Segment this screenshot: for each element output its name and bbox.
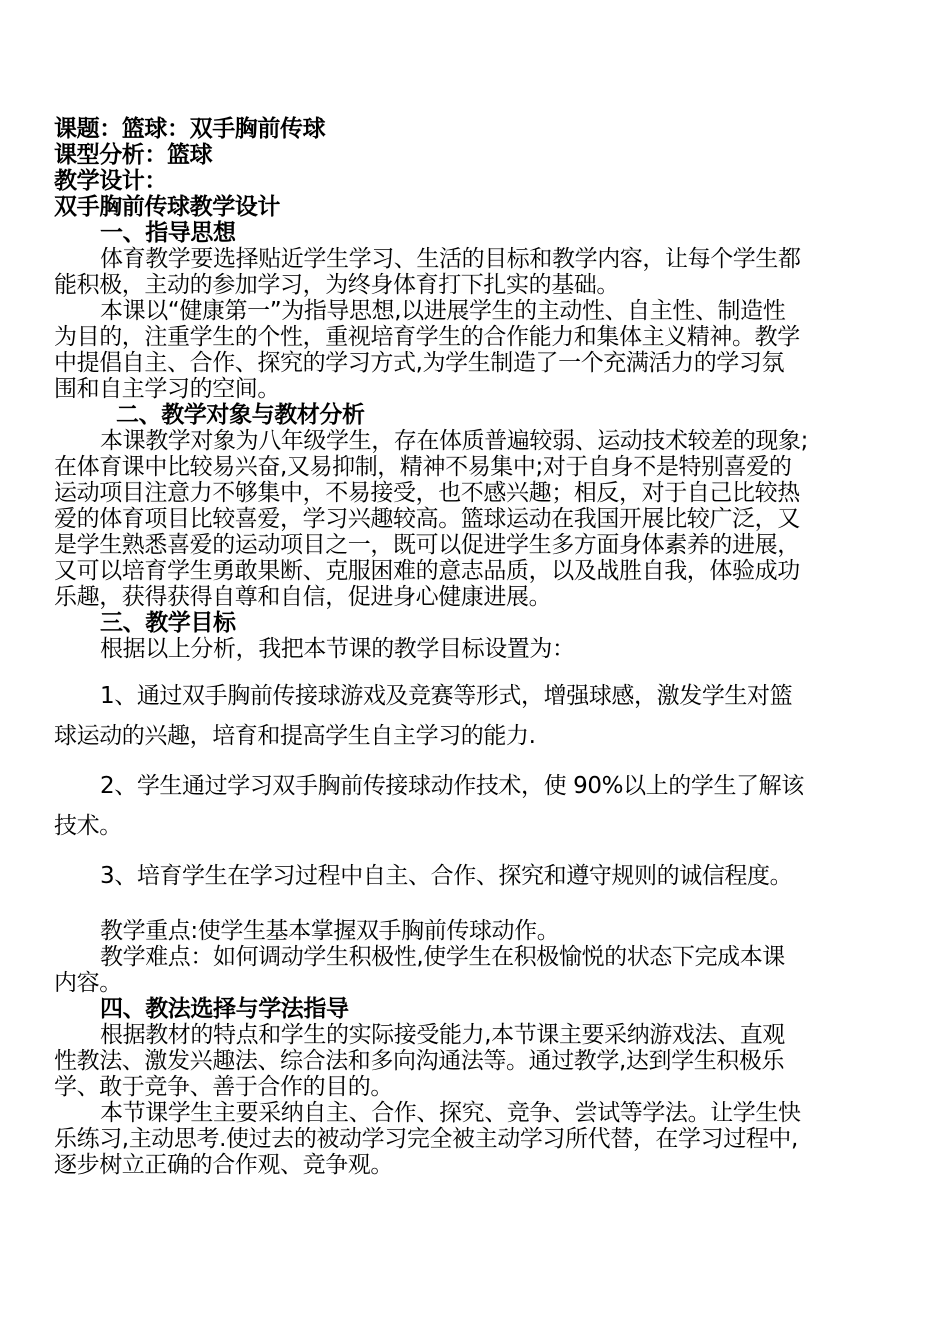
- paragraph-line: 本节课学生主要采纳自主、合作、探究、竞争、尝试等学法。让学生快: [100, 1100, 801, 1126]
- key-point: 教学重点:使学生基本掌握双手胸前传球动作。: [100, 918, 560, 944]
- paragraph-line: 运动项目注意力不够集中，不易接受，也不感兴趣；相反，对于自己比较热: [54, 480, 800, 506]
- difficulty-line: 教学难点：如何调动学生积极性,使学生在积极愉悦的状态下完成本课: [100, 944, 785, 970]
- lesson-type: 课型分析：篮球: [54, 142, 213, 168]
- goal-3-line: 3、培育学生在学习过程中自主、合作、探究和遵守规则的诚信程度。: [100, 863, 793, 889]
- document-page: [54, 116, 900, 1178]
- paragraph-line: 体育教学要选择贴近学生学习、生活的目标和教学内容，让每个学生都: [100, 246, 801, 272]
- paragraph-line: 根据教材的特点和学生的实际接受能力,本节课主要采纳游戏法、直观: [100, 1022, 785, 1048]
- goal-1-line: 1、通过双手胸前传接球游戏及竞赛等形式，增强球感，激发学生对篮: [100, 683, 793, 709]
- design-label: 教学设计：: [54, 168, 168, 194]
- paragraph-line: 逐步树立正确的合作观、竞争观。: [54, 1152, 394, 1178]
- paragraph-line: 性教法、激发兴趣法、综合法和多向沟通法等。通过教学,达到学生积极乐: [54, 1048, 785, 1074]
- lesson-title: 课题：篮球：双手胸前传球: [54, 116, 326, 142]
- paragraph-line: 中提倡自主、合作、探究的学习方式,为学生制造了一个充满活力的学习氛: [54, 350, 785, 376]
- paragraph-line: 为目的，注重学生的个性，重视培育学生的合作能力和集体主义精神。教学: [54, 324, 800, 350]
- design-title: 双手胸前传球教学设计: [54, 194, 281, 220]
- paragraph-line: 学、敢于竞争、善于合作的目的。: [54, 1074, 394, 1100]
- objectives-intro: 根据以上分析，我把本节课的教学目标设置为：: [100, 636, 575, 662]
- paragraph-line: 又可以培育学生勇敢果断、克服困难的意志品质，以及战胜自我，体验成功: [54, 558, 800, 584]
- goal-2-line: 技术。: [54, 813, 122, 839]
- section-heading-guiding: 一、指导思想: [100, 220, 236, 246]
- goal-2-line: 2、学生通过学习双手胸前传接球动作技术，使 90%以上的学生了解该: [100, 773, 804, 799]
- paragraph-line: 本课教学对象为八年级学生，存在体质普遍较弱、运动技术较差的现象;: [100, 428, 808, 454]
- section-heading-analysis: 二、教学对象与教材分析: [116, 402, 365, 428]
- paragraph-line: 围和自主学习的空间。: [54, 376, 281, 402]
- paragraph-line: 能积极，主动的参加学习，为终身体育打下扎实的基础。: [54, 272, 620, 298]
- paragraph-line: 在体育课中比较易兴奋,又易抑制，精神不易集中;对于自身不是特别喜爱的: [54, 454, 792, 480]
- paragraph-line: 乐趣，获得获得自尊和自信，促进身心健康进展。: [54, 584, 552, 610]
- paragraph-line: 爱的体育项目比较喜爱，学习兴趣较高。篮球运动在我国开展比较广泛，又: [54, 506, 800, 532]
- paragraph-line: 本课以“健康第一”为指导思想,以进展学生的主动性、自主性、制造性: [100, 298, 786, 324]
- paragraph-line: 乐练习,主动思考.使过去的被动学习完全被主动学习所代替，在学习过程中,: [54, 1126, 798, 1152]
- paragraph-line: 是学生熟悉喜爱的运动项目之一，既可以促进学生多方面身体素养的进展，: [54, 532, 800, 558]
- section-heading-objectives: 三、教学目标: [100, 610, 236, 636]
- section-heading-methods: 四、教法选择与学法指导: [100, 996, 349, 1022]
- goal-1-line: 球运动的兴趣，培育和提高学生自主学习的能力.: [54, 723, 536, 749]
- difficulty-line: 内容。: [54, 970, 122, 996]
